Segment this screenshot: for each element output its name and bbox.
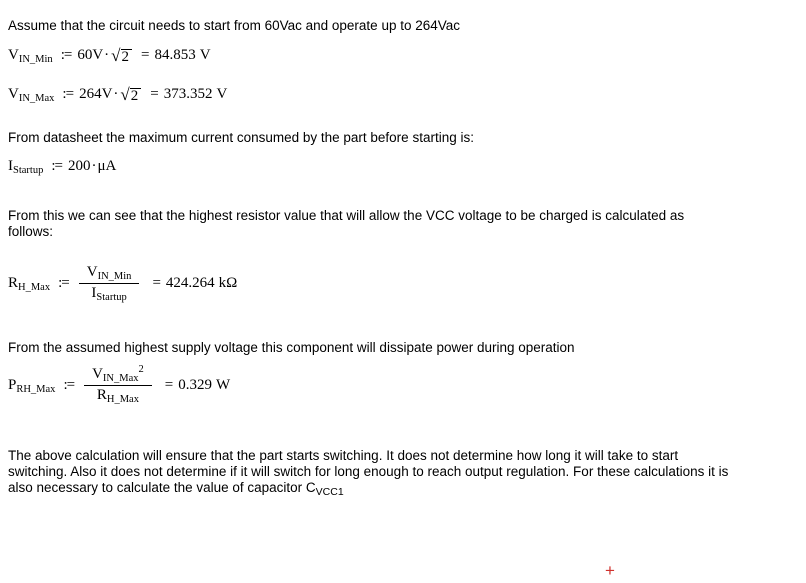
capacitor-subscript: VCC1 <box>315 486 344 498</box>
exponent: 2 <box>138 364 144 375</box>
equation-prh-max[interactable] <box>8 366 230 405</box>
equation-rh-max-result: 424.264 <box>165 275 215 291</box>
paragraph-highest-resistor: From this we can see that the highest resistor value that will allow the VCC voltage to be charged is calculated as follows: <box>8 208 685 239</box>
equals-operator: = <box>152 275 161 291</box>
equation-vin-min-value: 60 <box>77 47 93 63</box>
equals-operator: = <box>164 377 174 393</box>
equation-vin-min-result: 84.853 <box>154 47 196 63</box>
equation-vin-min-result-unit: V <box>199 47 211 63</box>
equation-rh-max-lhs: R H_Max <box>8 275 51 293</box>
equation-prh-max-result: 0.329 <box>178 377 212 393</box>
multiply-dot: · <box>91 158 97 174</box>
assign-operator: := <box>62 86 74 102</box>
radicand: 2 <box>121 49 133 65</box>
assign-operator: := <box>63 377 75 393</box>
paragraph-closing <box>8 448 734 497</box>
equation-i-startup-lhs: I Startup <box>8 158 44 176</box>
sqrt-group <box>120 84 141 104</box>
crosshair-cursor-icon: + <box>605 561 615 580</box>
multiply-dot: · <box>104 47 110 63</box>
equation-i-startup[interactable] <box>8 158 116 175</box>
equation-vin-max-lhs: V IN_Max <box>8 86 55 104</box>
paragraph-closing-text: The above calculation will ensure that the part starts switching. It does not determine how long it will take to start switching. Also it does not determine if it will switch for long enough to reach output regulation. For these calculations it is also necessary to calculate the value of capacitor C <box>8 448 729 495</box>
fraction-denominator: R H_Max <box>96 387 139 405</box>
equals-operator: = <box>141 47 150 63</box>
paragraph-power-dissipation: From the assumed highest supply voltage this component will dissipate power during operation <box>8 340 575 355</box>
radicand: 2 <box>130 88 142 104</box>
equation-vin-min-lhs: V IN_Min <box>8 47 53 65</box>
fraction-denominator: I Startup <box>91 285 127 303</box>
radical-icon: √ <box>111 45 121 65</box>
fraction-numerator: V IN_Max 2 <box>92 364 144 384</box>
equation-prh-max-result-unit: W <box>215 377 231 393</box>
equation-vin-min[interactable] <box>8 47 211 64</box>
equals-operator: = <box>150 86 159 102</box>
equation-rh-max-result-unit: kΩ <box>218 275 238 291</box>
equation-vin-min-unit: V <box>92 47 104 63</box>
fraction-numerator: V IN_Min <box>86 264 132 282</box>
radical-icon: √ <box>120 84 130 104</box>
paragraph-intro: Assume that the circuit needs to start from 60Vac and operate up to 264Vac <box>8 18 461 33</box>
multiply-dot: · <box>113 86 119 102</box>
equation-rh-max[interactable] <box>8 264 237 303</box>
equation-i-startup-value: 200 <box>67 158 91 174</box>
fraction-rh-max <box>79 264 140 303</box>
equation-vin-max-value: 264 <box>79 86 102 102</box>
equation-vin-max-result: 373.352 <box>163 86 213 102</box>
assign-operator: := <box>51 158 62 174</box>
equation-i-startup-unit: μA <box>97 158 117 174</box>
equation-vin-max[interactable] <box>8 86 227 103</box>
assign-operator: := <box>58 275 69 291</box>
equation-prh-max-lhs: P RH_Max <box>8 377 56 395</box>
equation-vin-max-unit: V <box>101 86 113 102</box>
fraction-prh-max <box>84 366 152 405</box>
assign-operator: := <box>60 47 72 63</box>
paragraph-datasheet: From datasheet the maximum current consumed by the part before starting is: <box>8 130 474 145</box>
equation-vin-max-result-unit: V <box>216 86 228 102</box>
sqrt-group <box>111 45 132 65</box>
